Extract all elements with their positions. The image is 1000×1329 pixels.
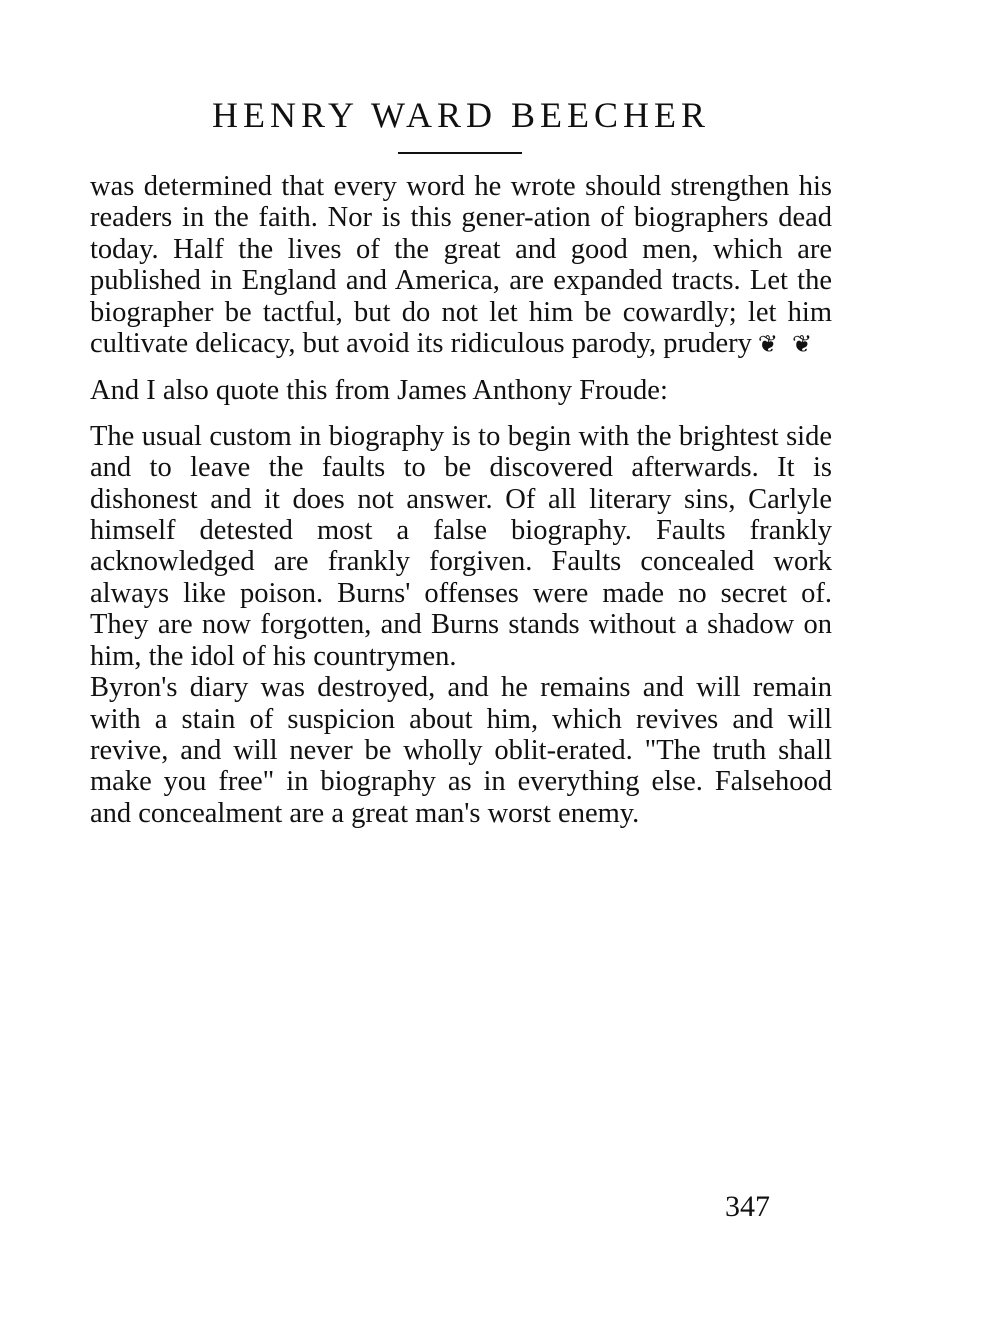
paragraph-2: And I also quote this from James Anthony Froude: [90, 375, 668, 407]
running-head: HENRY WARD BEECHER [211, 95, 711, 135]
paragraph-3: The usual custom in biography is to begin with the brightest side and to leave the faults to be discovered afterwards. It is dishonest and it does not answer. Of all literary sins, Carlyle himself detested most a false biography. Faults frankly acknowledged are frankly forgiven. Faults concealed work always like poison. Burns' offenses were made no secret of. They are now forgotten, and Burns stands without a shadow on him, the idol of his countrymen. [90, 420, 832, 672]
head-rule [398, 152, 522, 154]
paragraph-1 [90, 171, 832, 361]
page-number: 347 [725, 1190, 770, 1223]
paragraph-1-text: was determined that every word he wrote should strengthen his readers in the faith. Nor is this gener-ation of biographers dead today. Half the lives of the great and good men, which are published in England and America, are expanded tracts. Let the biographer be tactful, but do not let him be cowardly; let him cultivate delicacy, but avoid its ridiculous parody, prudery [90, 171, 832, 360]
body-text [90, 171, 832, 829]
paragraph-4: Byron's diary was destroyed, and he remains and will remain with a stain of suspicion about him, which revives and will revive, and will never be wholly oblit-erated. "The truth shall make you free" in biography as in everything else. Falsehood and concealment are a great man's worst enemy. [90, 672, 832, 829]
fleuron-ornament-icon: ❦ ❦ [757, 332, 817, 359]
